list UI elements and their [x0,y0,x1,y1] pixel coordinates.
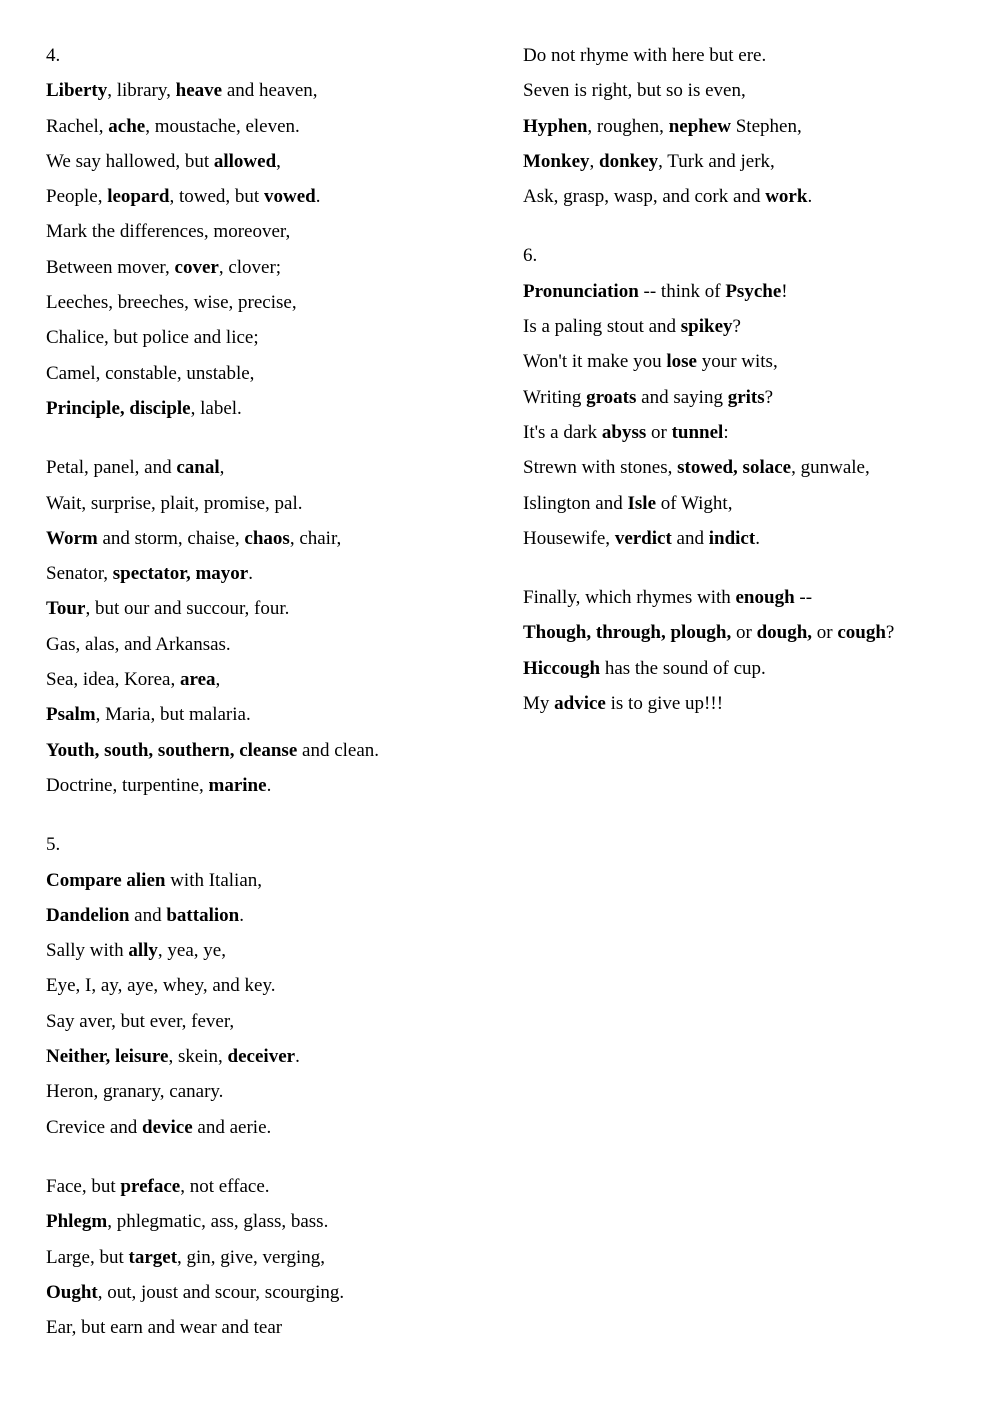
bold-word: target [128,1246,178,1268]
poem-line [46,733,486,768]
bold-word: Hiccough [523,657,601,679]
poem-line [46,179,486,214]
text-segment: Won't it make you [523,351,667,373]
text-segment: , yea, ye, [157,940,226,962]
text-segment: , gin, give, verging, [177,1246,325,1268]
text-segment: . [315,186,321,208]
bold-word: Ought [46,1281,98,1303]
text-segment: Is a paling stout and [523,316,681,338]
text-segment: and storm, chaise, [97,527,245,549]
bold-word: Pronunciation [523,280,639,302]
poem-line [523,144,963,179]
bold-word: ache [108,115,146,137]
poem-line [46,109,486,144]
bold-word: Psalm [46,704,96,726]
text-segment: ? [732,316,741,338]
text-segment: . [295,1046,300,1068]
bold-word: donkey [599,150,659,172]
poem-line [46,391,486,426]
poem-line [46,1110,486,1145]
poem-line [46,250,486,285]
text-segment: , but our and succour, four. [85,598,290,620]
bold-word: spectator, mayor [112,563,249,585]
bold-word: Dandelion [46,904,130,926]
text-segment: , moustache, eleven. [145,115,300,137]
stanza [523,38,963,214]
bold-word: Isle [627,492,656,514]
poem-line [523,73,963,108]
poem-line [523,238,963,273]
text-segment: 4. [46,45,61,66]
poem-line [46,933,486,968]
stanza [46,1169,486,1345]
poem-line [46,1204,486,1239]
text-segment: My [523,693,555,715]
bold-word: abyss [601,421,647,443]
text-segment: , [589,150,599,172]
stanza-gap [46,426,486,450]
text-segment: and saying [636,386,728,408]
poem-line [523,580,963,615]
text-segment: Seven is right, but so is even, [523,80,746,102]
poem-line [523,615,963,650]
poem-line [46,697,486,732]
text-segment: and [129,904,167,926]
bold-word: spikey [680,316,733,338]
text-segment: , not efface. [180,1175,270,1197]
bold-word: verdict [614,527,672,549]
bold-word: grits [727,386,765,408]
text-segment: Between mover, [46,256,175,278]
text-segment: Leeches, breeches, wise, precise, [46,292,297,314]
bold-word: cough [837,622,886,644]
text-segment: , Maria, but malaria. [95,704,251,726]
bold-word: Worm [46,527,98,549]
text-segment: Heron, granary, canary. [46,1081,224,1103]
poem-line [46,1074,486,1109]
text-segment: . [755,527,760,549]
text-segment: , [219,457,225,479]
text-segment: Strewn with stones, [523,457,678,479]
text-segment: is to give up!!! [605,693,724,715]
bold-word: nephew [668,115,731,137]
text-segment: and clean. [297,739,380,761]
poem-line [46,521,486,556]
bold-word: preface [120,1175,181,1197]
text-segment: Housewife, [523,527,615,549]
poem-line [46,38,486,73]
text-segment: Wait, surprise, plait, promise, pal. [46,492,303,514]
text-segment: ? [764,386,774,408]
bold-word: canal [176,457,220,479]
text-segment: We say hallowed, but [46,150,214,172]
text-segment: , roughen, [587,115,669,137]
text-segment: , out, joust and scour, scourging. [97,1281,345,1303]
text-segment: ? [885,622,895,644]
bold-word: Hyphen [523,115,588,137]
bold-word: Neither, leisure [46,1046,169,1068]
poem-line [46,556,486,591]
bold-word: lose [666,351,697,373]
text-segment: . [807,186,813,208]
text-segment: , gunwale, [791,457,870,479]
text-segment: It's a dark [523,421,602,443]
stanza [523,580,963,721]
bold-word: chaos [244,527,290,549]
text-segment: Petal, panel, and [46,457,177,479]
poem-line [46,662,486,697]
bold-word: groats [586,386,637,408]
text-segment: . [239,904,244,926]
bold-word: Psyche [725,280,782,302]
bold-word: Though, through, plough, [523,622,732,644]
text-segment: Ear, but earn and wear and tear [46,1317,283,1339]
text-segment: Large, but [46,1246,129,1268]
poem-line [46,1275,486,1310]
poem-line [46,898,486,933]
text-segment: of Wight, [656,492,733,514]
text-segment: , Turk and jerk, [658,150,775,172]
poem-line [46,144,486,179]
stanza [46,450,486,803]
text-segment: and [671,527,709,549]
poem-line [523,344,963,379]
text-segment: Senator, [46,563,113,585]
bold-word: enough [735,587,795,609]
bold-word: cover [174,256,219,278]
text-segment: , skein, [168,1046,228,1068]
text-segment: Islington and [523,492,628,514]
text-segment: Doctrine, turpentine, [46,774,209,796]
text-segment: People, [46,186,108,208]
text-segment: Rachel, [46,115,109,137]
text-segment: has the sound of cup. [600,657,766,679]
text-segment: , chair, [289,527,342,549]
text-segment: Sally with [46,940,129,962]
text-segment: : [723,421,729,443]
text-segment: Do not rhyme with here but ere. [523,45,767,66]
stanza [523,238,963,556]
text-segment: , [215,669,221,691]
poem-line [46,356,486,391]
text-segment: , label. [190,397,242,419]
text-segment: -- think of [638,280,726,302]
bold-word: ally [128,940,158,962]
bold-word: device [142,1116,193,1138]
bold-word: marine [208,774,267,796]
bold-word: stowed, solace [677,457,792,479]
poem-line [523,109,963,144]
bold-word: Phlegm [46,1211,108,1233]
text-segment: and aerie. [192,1116,272,1138]
poem-line [46,827,486,862]
text-segment: Sea, idea, Korea, [46,669,180,691]
poem-line [523,38,963,73]
bold-word: area [180,669,216,691]
stanza-gap [46,1145,486,1169]
poem-line [46,627,486,662]
text-segment: -- [794,587,813,609]
text-segment: Gas, alas, and Arkansas. [46,633,231,655]
text-segment: Writing [523,386,587,408]
poem-line [523,380,963,415]
text-segment: Eye, I, ay, aye, whey, and key. [46,975,276,997]
text-segment: , phlegmatic, ass, glass, bass. [107,1211,329,1233]
left-column [46,38,486,1345]
text-segment: 5. [46,834,61,856]
bold-word: work [765,186,808,208]
bold-word: Liberty [46,80,108,102]
text-segment: Say aver, but ever, fever, [46,1010,235,1032]
text-segment: ! [781,280,788,302]
text-segment: , library, [107,80,176,102]
text-segment: Ask, grasp, wasp, and cork and [523,186,766,208]
bold-word: vowed [263,186,316,208]
poem-line [523,415,963,450]
stanza-gap [46,803,486,827]
poem-line [523,274,963,309]
poem-line [46,1169,486,1204]
bold-word: Tour [46,598,86,620]
text-segment: Finally, which rhymes with [523,587,736,609]
right-column [523,38,963,721]
bold-word: Principle, disciple [46,397,191,419]
bold-word: Monkey [523,150,590,172]
poem-line [46,214,486,249]
poem-line [523,651,963,686]
poem-line [523,450,963,485]
bold-word: Compare alien [46,869,166,891]
stanza-gap [523,214,963,238]
text-segment: 6. [523,245,538,267]
poem-line [46,1310,486,1345]
bold-word: tunnel [671,421,724,443]
bold-word: leopard [107,186,170,208]
text-segment: Mark the differences, moreover, [46,221,291,243]
text-segment: . [248,563,253,585]
poem-line [46,863,486,898]
poem-line [46,591,486,626]
poem-line [46,285,486,320]
bold-word: Youth, south, southern, cleanse [46,739,298,761]
text-segment: Crevice and [46,1116,143,1138]
text-segment: . [266,774,272,796]
poem-line [523,179,963,214]
poem-line [46,1039,486,1074]
text-segment: with Italian, [165,869,263,891]
poem-line [46,768,486,803]
bold-word: deceiver [227,1046,296,1068]
stanza [46,827,486,1145]
bold-word: indict [708,527,756,549]
poem-line [46,486,486,521]
text-segment: Stephen, [730,115,802,137]
poem-line [523,486,963,521]
bold-word: battalion [166,904,240,926]
text-segment: Camel, constable, unstable, [46,362,255,384]
poem-line [46,450,486,485]
poem-line [46,1240,486,1275]
bold-word: dough, [756,622,813,644]
text-segment: Face, but [46,1175,121,1197]
text-segment: or [731,622,757,644]
bold-word: advice [554,693,606,715]
text-segment: or [646,421,672,443]
poem-line [523,686,963,721]
text-segment: , clover; [218,256,282,278]
poem-line [523,521,963,556]
poem-line [46,968,486,1003]
poem-line [46,320,486,355]
text-segment: , [276,150,281,172]
text-segment: and heaven, [222,80,318,102]
text-segment: or [812,622,838,644]
bold-word: heave [175,80,223,102]
text-segment: your wits, [696,351,778,373]
poem-line [46,1004,486,1039]
stanza-gap [523,556,963,580]
bold-word: allowed [213,150,277,172]
poem-line [46,73,486,108]
stanza [46,38,486,426]
poem-line [523,309,963,344]
text-segment: Chalice, but police and lice; [46,327,259,349]
text-segment: , towed, but [169,186,264,208]
